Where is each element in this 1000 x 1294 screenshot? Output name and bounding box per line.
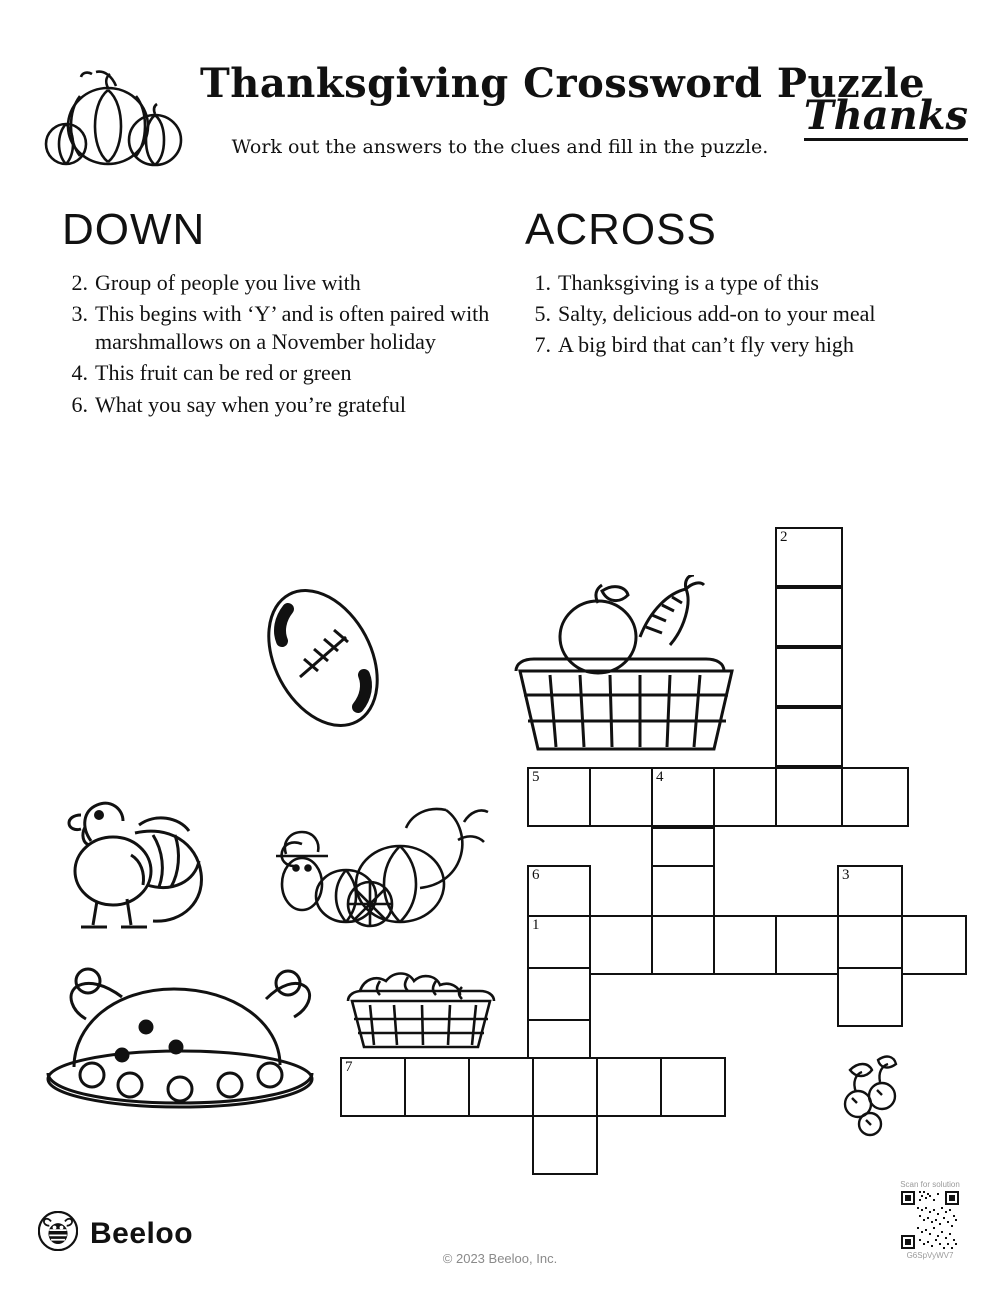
clue-text: A big bird that can’t fly very high [558,332,854,358]
clues-section [0,205,1000,495]
down-clue-list [62,269,492,419]
across-heading: ACROSS [525,205,717,254]
cell-r10c4[interactable] [532,1057,598,1117]
cell-r7c3[interactable] [527,915,591,975]
football-icon [248,573,398,743]
across-clue-list [525,269,945,359]
cell-r7c4[interactable] [589,915,653,975]
cell-r10c6[interactable] [660,1057,726,1117]
clue-text: This begins with ‘Y’ and is often paired with marshmallows on a November holiday [95,301,490,355]
clue-text: This fruit can be red or green [95,360,352,386]
cell-r3c7[interactable] [775,707,843,767]
clue-number: 5. [534,301,551,327]
cell-r8c8[interactable] [837,967,903,1027]
cranberry-icon [830,1050,910,1140]
brand-block [38,1211,193,1256]
clue-item [62,300,492,356]
cell-number: 6 [532,867,540,883]
clue-number: 4. [71,360,88,386]
cell-r10c3[interactable] [468,1057,534,1117]
thanks-script-word: Thanks [803,92,968,139]
cell-r2c7[interactable] [775,647,843,707]
bee-logo-icon [38,1211,78,1256]
page-title: Thanksgiving Crossword Puzzle [200,60,926,107]
clue-item [62,269,492,297]
clue-text: What you say when you’re grateful [95,391,406,417]
qr-block [882,1180,978,1260]
cell-number: 1 [532,917,540,933]
clue-number: 7. [534,332,551,358]
down-heading: DOWN [62,205,206,254]
cell-r7c6[interactable] [713,915,777,975]
brand-name: Beeloo [90,1216,194,1250]
clue-item [525,269,945,297]
cell-r4c4[interactable] [589,767,653,827]
clue-number: 2. [71,270,88,295]
cell-r10c1[interactable] [340,1057,406,1117]
cell-r10c2[interactable] [404,1057,470,1117]
page-footer [0,1180,1000,1294]
crossword-area [0,505,1000,1135]
clue-item [525,300,945,328]
cell-r4c3[interactable] [527,767,591,827]
down-clues-column [62,205,492,422]
clue-text: Salty, delicious add-on to your meal [558,301,876,327]
clue-number: 1. [534,270,551,295]
fruit-basket-icon [490,575,750,765]
cell-r4c5[interactable] [651,767,715,827]
cell-r4c8[interactable] [841,767,909,827]
cell-r11c4[interactable] [532,1115,598,1175]
across-clues-column [525,205,945,362]
cell-number: 7 [345,1059,353,1075]
qr-id: G6SpVyWV7 [906,1251,954,1260]
cell-r7c9[interactable] [901,915,967,975]
cell-number: 5 [532,769,540,785]
bread-basket-icon [336,955,506,1055]
qr-caption: Scan for solution [900,1180,960,1189]
clue-item [525,331,945,359]
cell-number: 4 [656,769,664,785]
cell-r10c5[interactable] [596,1057,662,1117]
qr-code-icon[interactable] [901,1191,959,1249]
cell-r7c5[interactable] [651,915,715,975]
clue-text: Thanksgiving is a type of this [558,270,819,295]
cell-r4c7[interactable] [775,767,843,827]
page-subtitle: Work out the answers to the clues and fill in the puzzle. [231,136,769,158]
copyright-text: © 2023 Beeloo, Inc. [442,1251,558,1266]
cell-r8c3[interactable] [527,967,591,1027]
cell-number: 2 [780,529,788,545]
cell-r4c6[interactable] [713,767,777,827]
roast-turkey-platter-icon [30,955,330,1115]
cell-r0c7[interactable] [775,527,843,587]
clue-number: 3. [71,301,88,327]
clue-item [62,391,492,419]
cell-r7c8[interactable] [837,915,903,975]
cell-r7c7[interactable] [775,915,839,975]
page-header [0,0,1000,190]
cell-number: 3 [842,867,850,883]
pumpkin-icon [30,60,195,180]
clue-number: 6. [71,391,88,417]
turkey-bird-icon [35,775,215,935]
cell-r1c7[interactable] [775,587,843,647]
clue-text: Group of people you live with [95,270,361,295]
cornucopia-icon [250,800,500,940]
clue-item [62,359,492,387]
